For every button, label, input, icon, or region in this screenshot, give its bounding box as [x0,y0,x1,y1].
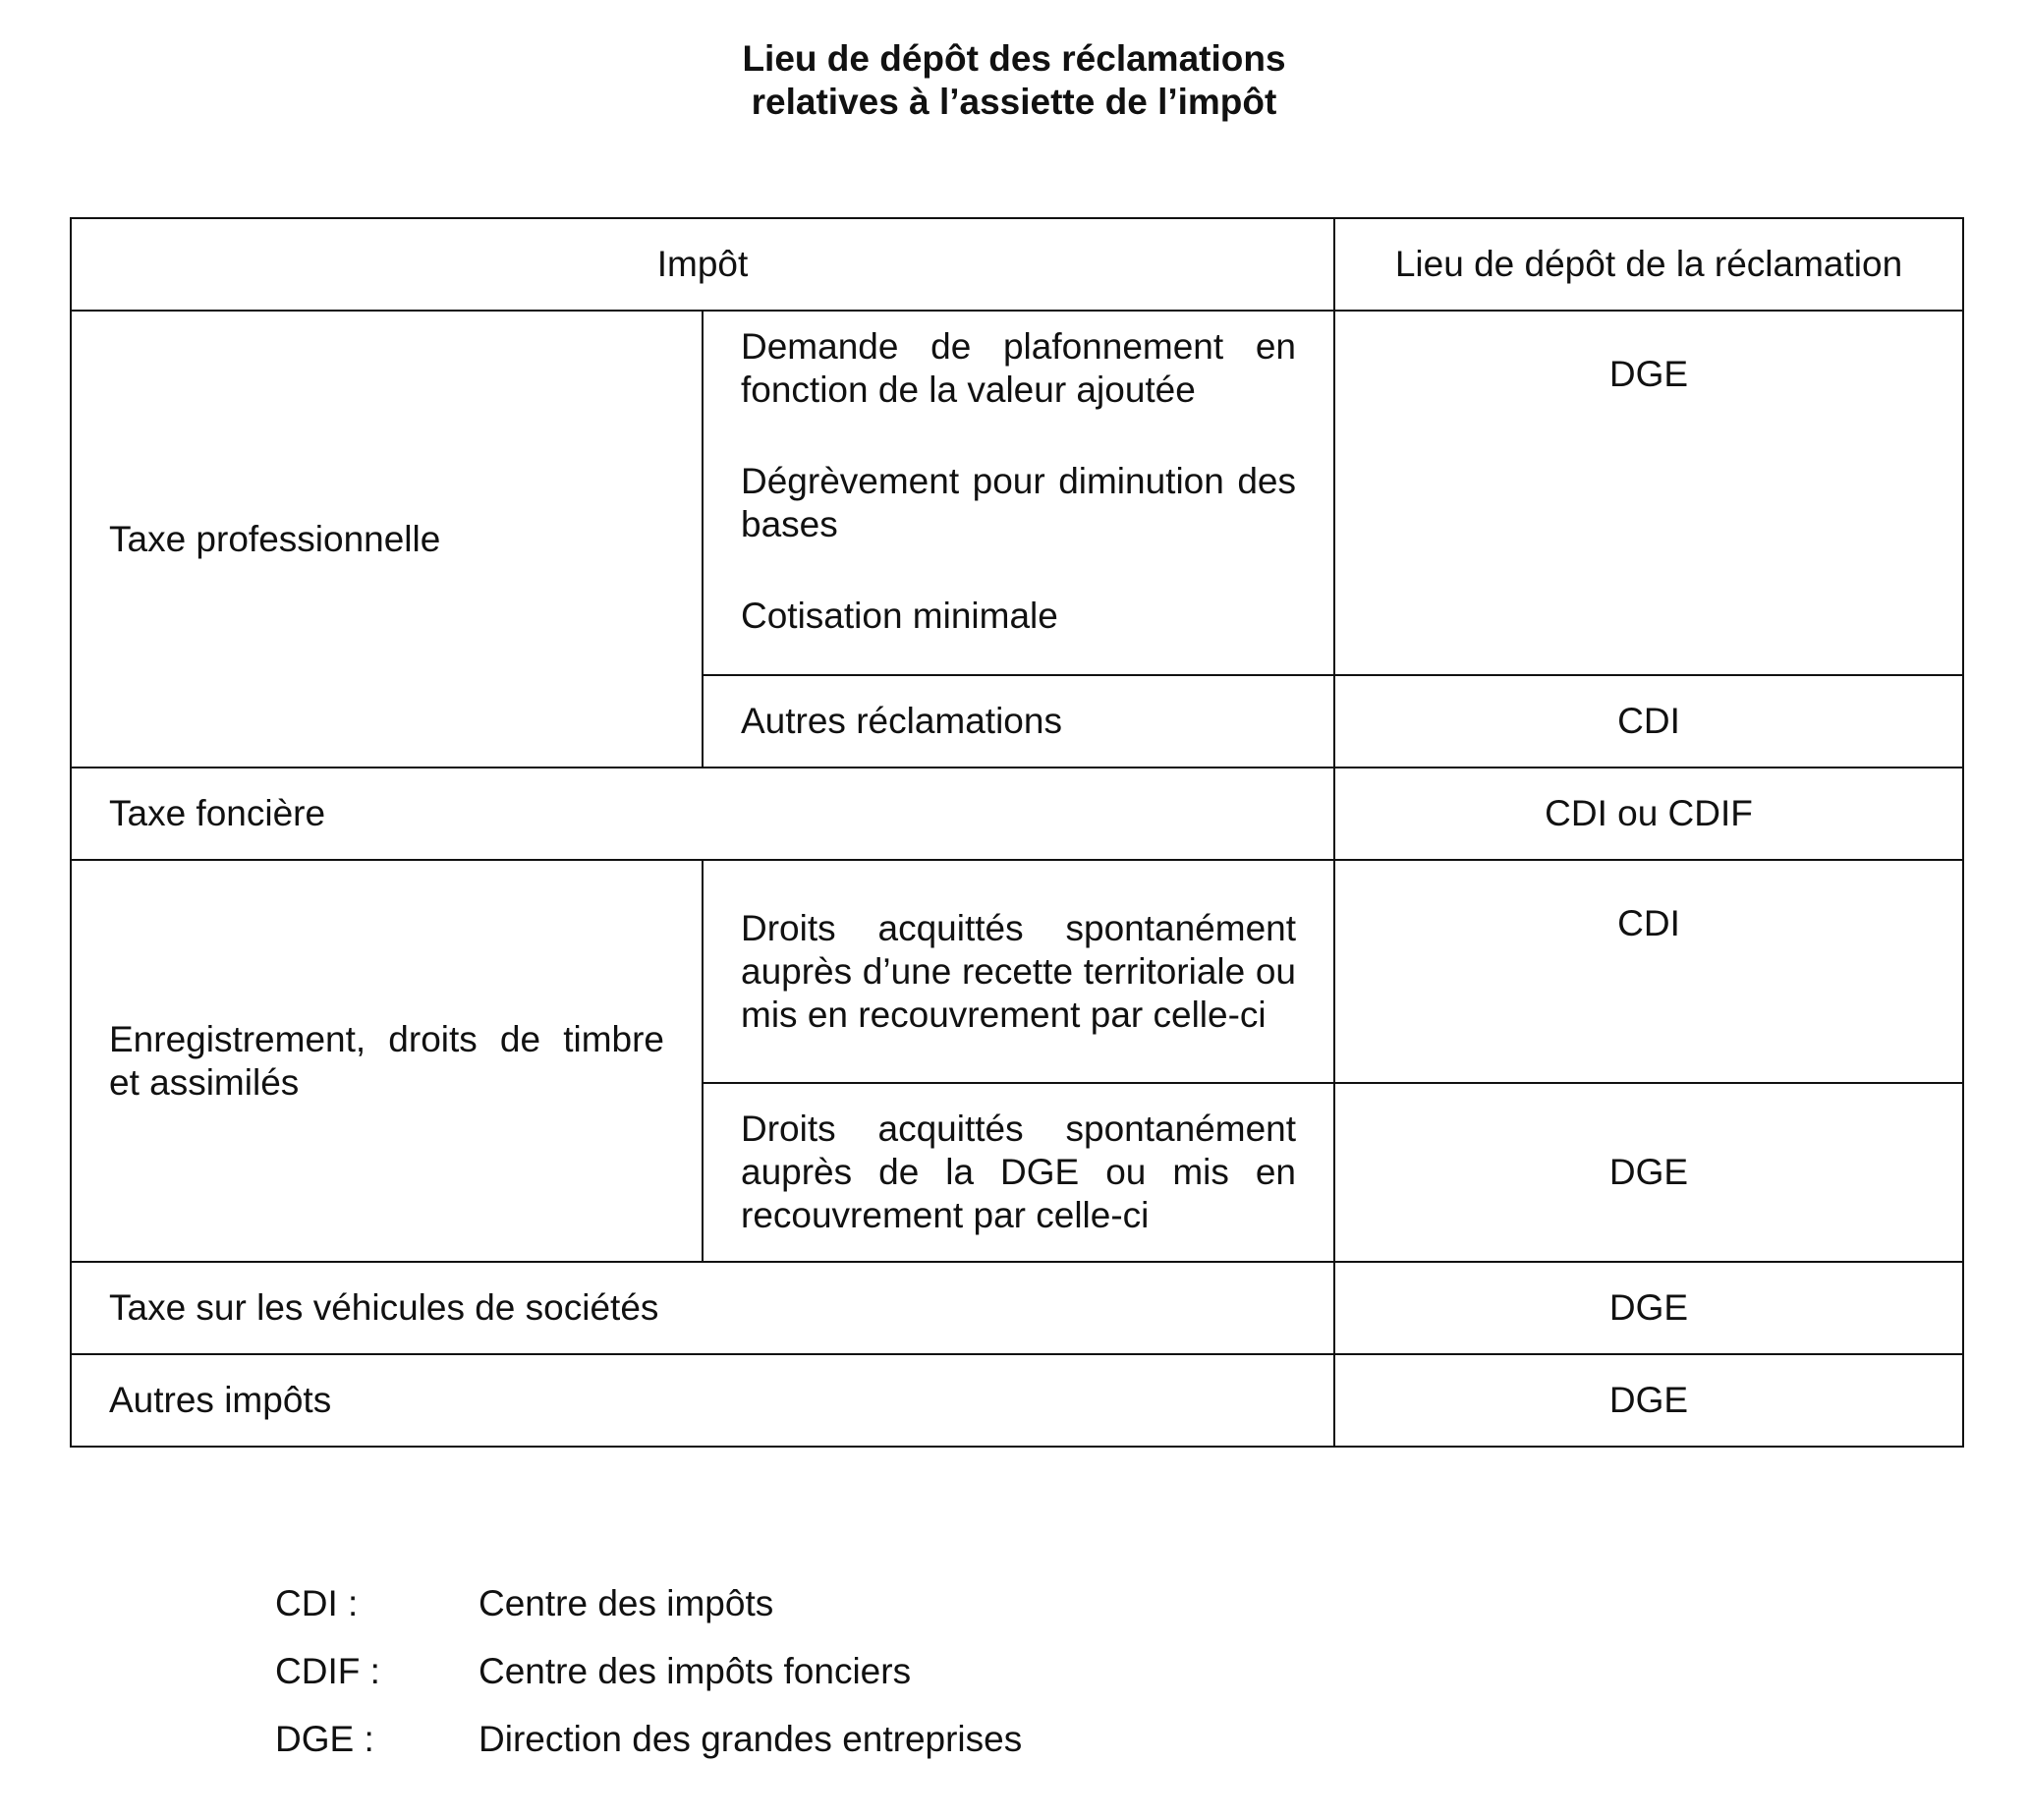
claims-table [70,217,1964,1448]
row-label-taxe-professionnelle: Taxe professionnelle [71,311,703,768]
legend-meaning: Direction des grandes entreprises [479,1719,1023,1759]
tv-lieu: DGE [1334,1262,1963,1354]
legend-abbr: CDI : [275,1583,359,1623]
legend-item [275,1650,1022,1718]
legend-abbr: DGE : [275,1719,374,1759]
legend-meaning: Centre des impôts [479,1583,774,1623]
legend-meaning: Centre des impôts fonciers [479,1651,912,1691]
row-label-taxe-fonciere: Taxe foncière [71,768,1334,860]
tf-lieu: CDI ou CDIF [1334,768,1963,860]
tp-item-degrevement: Dégrèvement pour diminution des bases [741,461,1297,544]
row-label-taxe-vehicules: Taxe sur les véhicules de sociétés [71,1262,1334,1354]
row-label-autres-impots: Autres impôts [71,1354,1334,1447]
table-header-row [71,218,1963,311]
tp-items-cell [703,311,1334,675]
table-row [71,860,1963,1083]
header-lieu: Lieu de dépôt de la réclamation [1334,218,1963,311]
tp-lieu-dge: DGE [1334,311,1963,675]
table-row [71,1262,1963,1354]
row-label-enregistrement: Enregistrement, droits de timbre et assimilés [71,860,703,1262]
tp-item-plafonnement: Demande de plafonnement en fonction de la valeur ajoutée [741,326,1297,410]
document-title [0,37,2028,124]
table-row [71,768,1963,860]
ai-lieu: DGE [1334,1354,1963,1447]
legend-item [275,1718,1022,1786]
abbreviation-legend [275,1582,1022,1786]
enr-item-dge: Droits acquittés spontanément auprès de la DGE ou mis en recouvrement par celle-ci [703,1083,1334,1262]
tp-item-autres: Autres réclamations [703,675,1334,768]
title-line-1: Lieu de dépôt des réclamations [742,38,1286,79]
tp-lieu-cdi: CDI [1334,675,1963,768]
enr-item-recette: Droits acquittés spontanément auprès d’une recette territoriale ou mis en recouvrement par celle-ci [703,860,1334,1083]
legend-item [275,1582,1022,1650]
title-line-2: relatives à l’assiette de l’impôt [751,82,1277,122]
table-row [71,311,1963,675]
header-impot: Impôt [71,218,1334,311]
tp-item-cotisation: Cotisation minimale [741,596,1058,636]
enr-lieu-dge: DGE [1334,1083,1963,1262]
table-row [71,1354,1963,1447]
enr-lieu-cdi: CDI [1334,860,1963,1083]
legend-abbr: CDIF : [275,1651,380,1691]
